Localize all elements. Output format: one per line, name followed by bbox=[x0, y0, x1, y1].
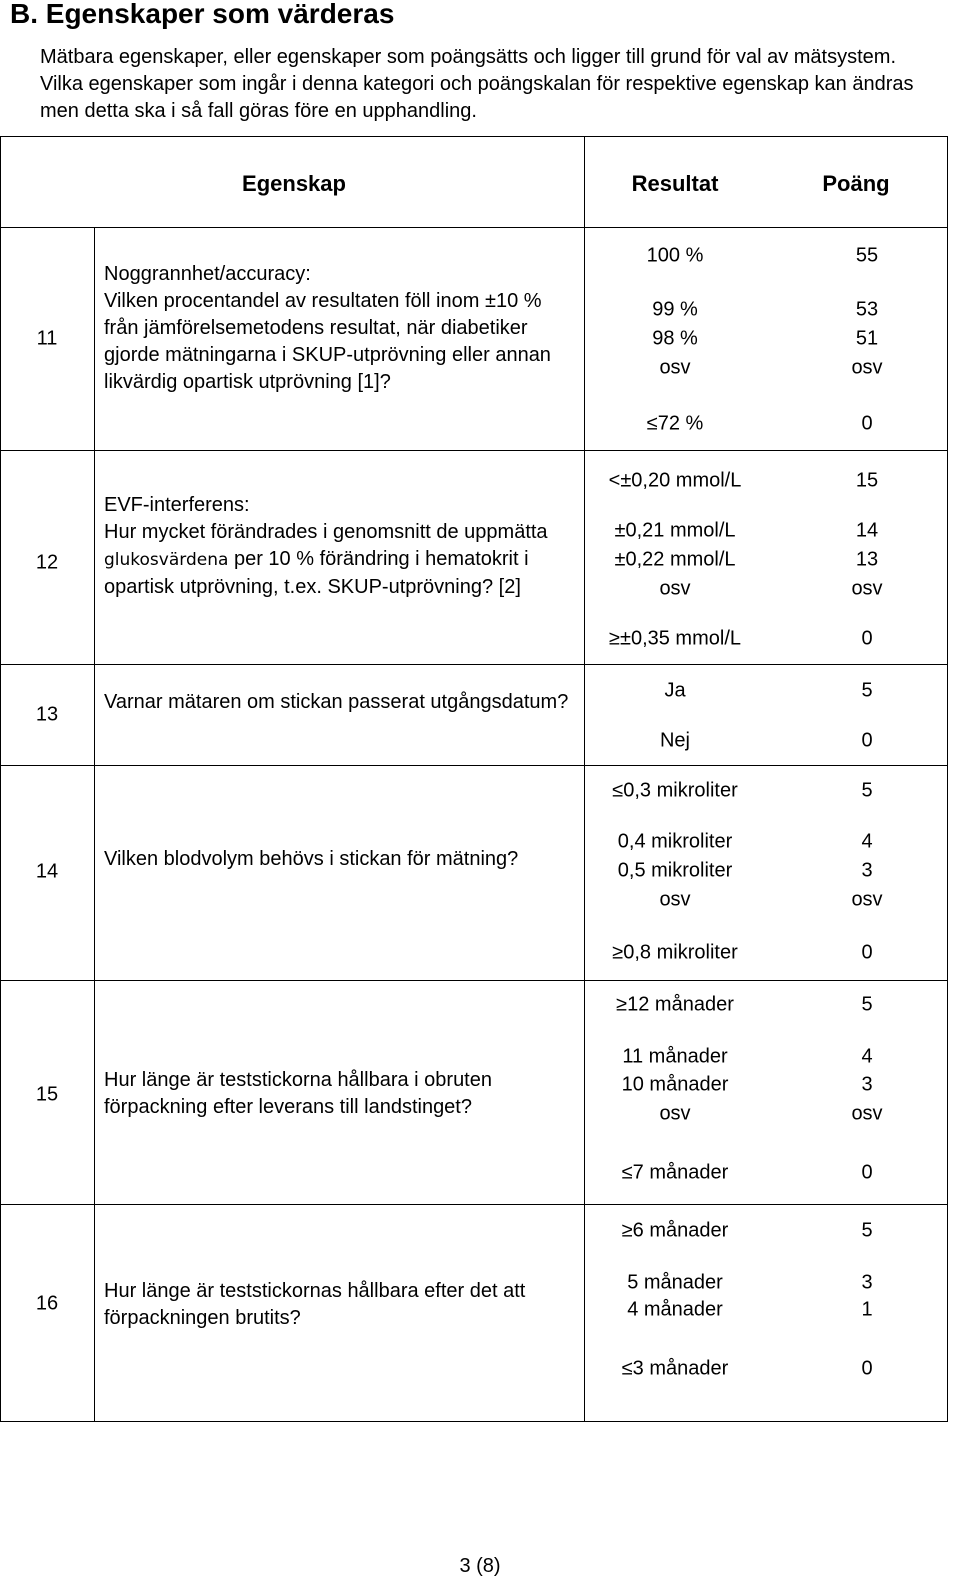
points-value: 0 bbox=[861, 1357, 873, 1380]
points-value: 3 bbox=[861, 1073, 873, 1096]
points-value: 53 bbox=[855, 298, 879, 321]
result-value bbox=[609, 628, 741, 651]
points-value: 15 bbox=[855, 469, 879, 492]
result-text: 12 månader bbox=[627, 993, 734, 1016]
column-divider bbox=[94, 227, 95, 1421]
points-value: osv bbox=[851, 888, 883, 911]
intro-paragraph: Mätbara egenskaper, eller egenskaper som poängsätts och ligger till grund för val av mätsystem. Vilka egenskaper som ingår i denna kategori och poängskalan för respektive egenskap kan ändras men detta ska i så fall göras före en upphandling. bbox=[40, 46, 914, 122]
question-text bbox=[104, 519, 574, 601]
points-value: 0 bbox=[861, 941, 873, 964]
points-value: 0 bbox=[861, 412, 873, 435]
greater-equal-symbol: ≥ bbox=[621, 1219, 633, 1242]
result-value: ±0,22 mmol/L bbox=[614, 548, 736, 571]
points-value: 0 bbox=[861, 627, 873, 650]
row-question bbox=[104, 1278, 574, 1332]
points-value: 5 bbox=[861, 679, 873, 702]
result-text: 7 månader bbox=[632, 1161, 729, 1184]
result-value: Ja bbox=[664, 679, 686, 702]
points-value: 14 bbox=[855, 519, 879, 542]
row-question bbox=[104, 261, 574, 396]
question-text: Vilken procentandel av resultaten föll inom ±10 % från jämförelsemetodens resultat, när diabetiker gjorde mätningarna i SKUP-utprövning eller annan likvärdig opartisk utprövning [1]? bbox=[104, 290, 551, 393]
row-divider bbox=[0, 450, 948, 451]
points-value: 3 bbox=[861, 859, 873, 882]
less-equal-symbol: ≤ bbox=[621, 1161, 633, 1184]
result-value: 100 % bbox=[646, 244, 704, 267]
table-border-right bbox=[947, 137, 948, 1421]
row-number: 14 bbox=[35, 860, 59, 883]
result-text: 0,3 mikroliter bbox=[623, 779, 738, 802]
points-value: 3 bbox=[861, 1271, 873, 1294]
result-value: Nej bbox=[659, 729, 691, 752]
row-question bbox=[104, 492, 574, 601]
question-text: Hur länge är teststickornas hållbara efter det att förpackningen brutits? bbox=[104, 1280, 526, 1329]
points-value: 4 bbox=[861, 1045, 873, 1068]
header-egenskap: Egenskap bbox=[242, 171, 346, 196]
row-number: 12 bbox=[35, 551, 59, 574]
result-value: 0,4 mikroliter bbox=[617, 830, 733, 853]
points-value: 51 bbox=[855, 327, 879, 350]
less-equal-symbol: ≤ bbox=[646, 412, 658, 435]
row-divider bbox=[0, 765, 948, 766]
result-value: osv bbox=[659, 356, 691, 379]
question-title: Noggrannhet/accuracy: bbox=[104, 263, 311, 285]
less-equal-symbol: ≤ bbox=[612, 779, 624, 802]
points-value: 55 bbox=[855, 244, 879, 267]
result-text: 0,8 mikroliter bbox=[623, 941, 738, 964]
points-value: osv bbox=[851, 577, 883, 600]
result-value: 98 % bbox=[652, 327, 698, 350]
question-text: Vilken blodvolym behövs i stickan för mätning? bbox=[104, 848, 519, 870]
points-value: 0 bbox=[861, 729, 873, 752]
row-divider bbox=[0, 980, 948, 981]
result-value: osv bbox=[659, 1102, 691, 1125]
result-value bbox=[612, 780, 737, 803]
row-number: 11 bbox=[36, 327, 58, 350]
result-value bbox=[647, 413, 704, 436]
row-divider bbox=[0, 227, 948, 228]
result-value: <±0,20 mmol/L bbox=[608, 469, 742, 492]
result-value: 11 månader bbox=[622, 1045, 728, 1068]
result-value: ±0,21 mmol/L bbox=[614, 519, 736, 542]
points-value: osv bbox=[851, 356, 883, 379]
row-divider bbox=[0, 664, 948, 665]
page-title: B. Egenskaper som värderas bbox=[10, 0, 395, 29]
points-value: 4 bbox=[861, 830, 873, 853]
result-value: 10 månader bbox=[621, 1073, 729, 1096]
row-number: 13 bbox=[35, 703, 59, 726]
greater-equal-symbol: ≥ bbox=[608, 627, 620, 650]
question-text-part: glukosvärdena bbox=[104, 550, 229, 570]
result-value: 4 månader bbox=[627, 1298, 723, 1321]
points-value: 5 bbox=[861, 1219, 873, 1242]
row-number: 16 bbox=[35, 1292, 59, 1315]
points-value: osv bbox=[851, 1102, 883, 1125]
greater-equal-symbol: ≥ bbox=[612, 941, 624, 964]
page-number: 3 (8) bbox=[459, 1555, 501, 1577]
result-text: 6 månader bbox=[632, 1219, 729, 1242]
result-value bbox=[622, 1162, 729, 1185]
row-divider bbox=[0, 1204, 948, 1205]
less-equal-symbol: ≤ bbox=[621, 1357, 633, 1380]
column-divider bbox=[584, 137, 585, 1421]
row-question bbox=[104, 846, 574, 873]
header-resultat: Resultat bbox=[631, 171, 719, 196]
question-text-part: per 10 % förändring i hematokrit i opartisk utprövning, t.ex. SKUP-utprövning? [2] bbox=[104, 548, 529, 598]
result-text: 72 % bbox=[657, 412, 704, 435]
question-text: Varnar mätaren om stickan passerat utgångsdatum? bbox=[104, 691, 569, 713]
points-value: 0 bbox=[861, 1161, 873, 1184]
result-value bbox=[612, 942, 737, 965]
question-text: Hur länge är teststickorna hållbara i obruten förpackning efter leverans till landstinget? bbox=[104, 1069, 492, 1118]
result-value bbox=[622, 1358, 729, 1381]
header-poang: Poäng bbox=[822, 171, 890, 196]
points-value: 1 bbox=[861, 1298, 873, 1321]
row-question bbox=[104, 1067, 574, 1121]
result-value bbox=[616, 994, 734, 1017]
row-question bbox=[104, 689, 574, 716]
result-value: 99 % bbox=[652, 298, 698, 321]
result-value: 0,5 mikroliter bbox=[617, 859, 733, 882]
question-title: EVF-interferens: bbox=[104, 494, 250, 516]
points-value: 13 bbox=[855, 548, 879, 571]
question-text-part: Hur mycket förändrades i genomsnitt de uppmätta bbox=[104, 521, 548, 543]
evaluation-table bbox=[0, 136, 948, 1422]
result-value: 5 månader bbox=[627, 1271, 723, 1294]
row-number: 15 bbox=[35, 1083, 59, 1106]
result-text: ±0,35 mmol/L bbox=[619, 627, 742, 650]
result-value bbox=[622, 1220, 729, 1243]
result-value: osv bbox=[659, 888, 691, 911]
result-text: 3 månader bbox=[632, 1357, 729, 1380]
points-value: 5 bbox=[861, 779, 873, 802]
points-value: 5 bbox=[861, 993, 873, 1016]
result-value: osv bbox=[659, 577, 691, 600]
greater-equal-symbol: ≥ bbox=[616, 993, 628, 1016]
